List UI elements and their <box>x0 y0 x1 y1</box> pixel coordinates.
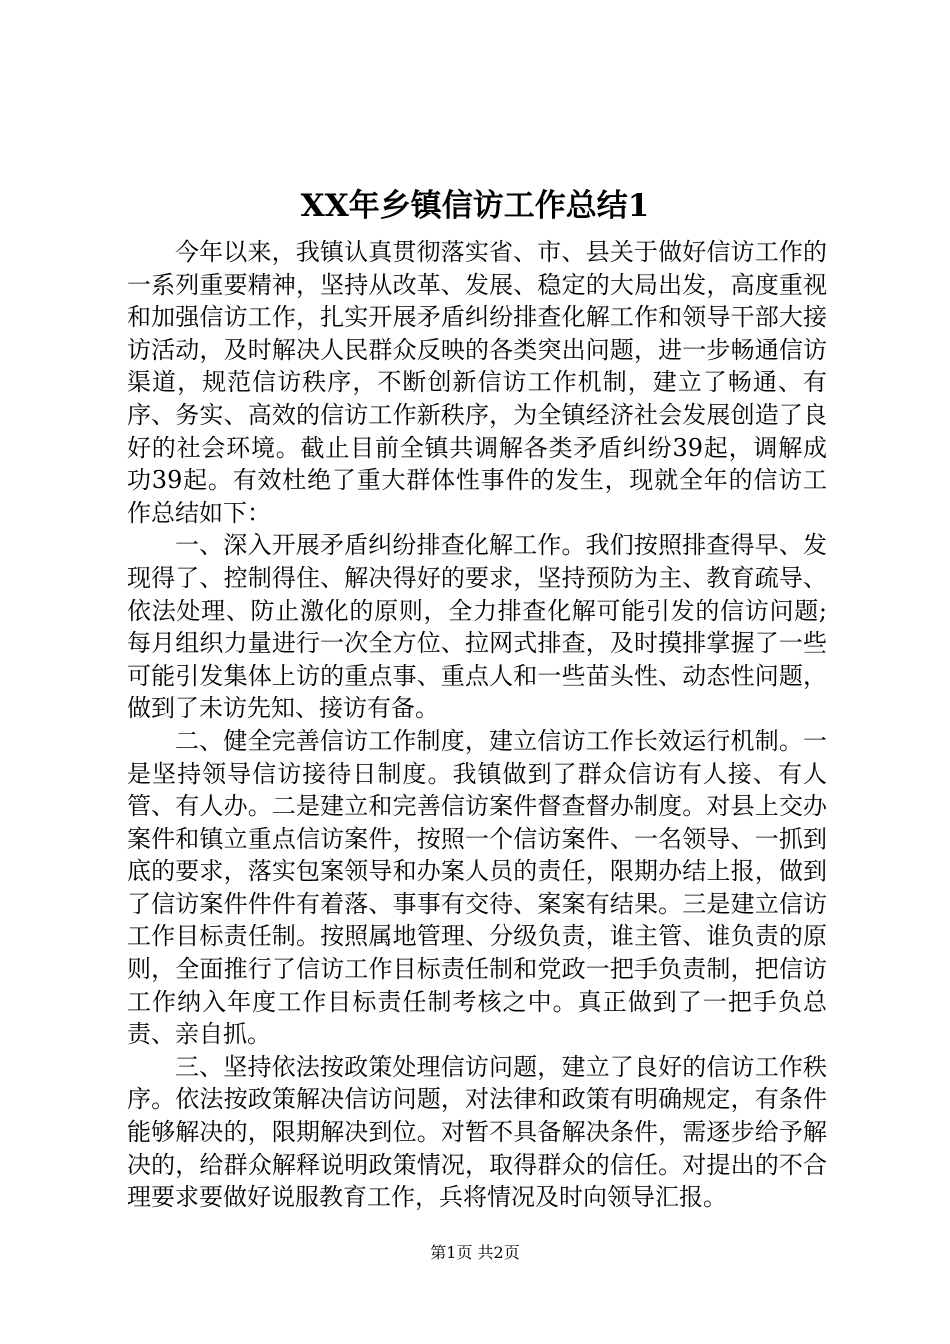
document-body <box>127 236 827 1214</box>
paragraph-section-2: 二、健全完善信访工作制度，建立信访工作长效运行机制。一是坚持领导信访接待日制度。我镇做到了群众信访有人接、有人管、有人办。二是建立和完善信访案件督查督办制度。对县上交办案件和镇立重点信访案件，按照一个信访案件、一名领导、一抓到底的要求，落实包案领导和办案人员的责任，限期办结上报，做到了信访案件件件有着落、事事有交待、案案有结果。三是建立信访工作目标责任制。按照属地管理、分级负责，谁主管、谁负责的原则，全面推行了信访工作目标责任制和党政一把手负责制，把信访工作纳入年度工作目标责任制考核之中。真正做到了一把手负总责、亲自抓。 <box>127 726 827 1049</box>
paragraph-section-1: 一、深入开展矛盾纠纷排查化解工作。我们按照排查得早、发现得了、控制得住、解决得好的要求，坚持预防为主、教育疏导、依法处理、防止激化的原则，全力排查化解可能引发的信访问题;每月组织力量进行一次全方位、拉网式排查，及时摸排掌握了一些可能引发集体上访的重点事、重点人和一些苗头性、动态性问题，做到了未访先知、接访有备。 <box>127 531 827 723</box>
paragraph-section-3: 三、坚持依法按政策处理信访问题，建立了良好的信访工作秩序。依法按政策解决信访问题，对法律和政策有明确规定，有条件能够解决的，限期解决到位。对暂不具备解决条件，需逐步给予解决的，给群众解释说明政策情况，取得群众的信任。对提出的不合理要求要做好说服教育工作，兵将情况及时向领导汇报。 <box>127 1052 827 1212</box>
page-footer: 第1页 共2页 <box>430 1243 520 1262</box>
document-title: XX年乡镇信访工作总结1 <box>300 188 650 224</box>
paragraph-intro: 今年以来，我镇认真贯彻落实省、市、县关于做好信访工作的一系列重要精神，坚持从改革、发展、稳定的大局出发，高度重视和加强信访工作，扎实开展矛盾纠纷排查化解工作和领导干部大接访活动，及时解决人民群众反映的各类突出问题，进一步畅通信访渠道，规范信访秩序，不断创新信访工作机制，建立了畅通、有序、务实、高效的信访工作新秩序，为全镇经济社会发展创造了良好的社会环境。截止目前全镇共调解各类矛盾纠纷39起，调解成功39起。有效杜绝了重大群体性事件的发生，现就全年的信访工作总结如下： <box>127 238 827 527</box>
